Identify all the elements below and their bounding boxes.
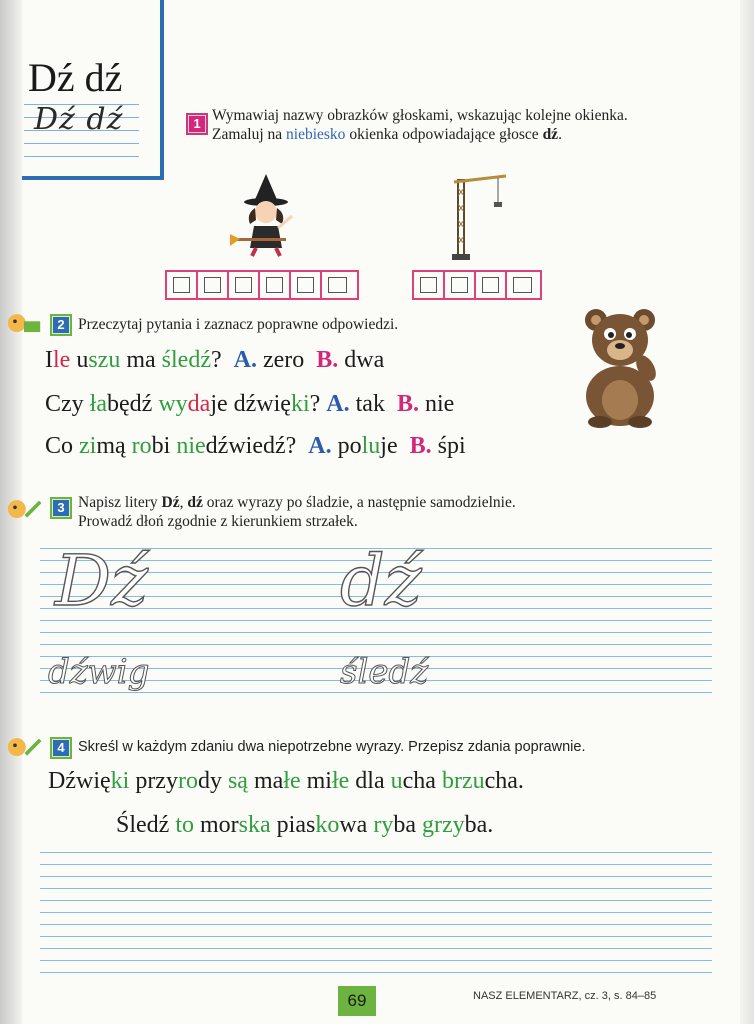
answer-b-text[interactable]: dwa: [344, 347, 385, 373]
reading-boy-icon: [6, 312, 42, 336]
page-title-script: Dź dź: [34, 102, 124, 137]
text-segment: cha: [402, 768, 442, 794]
text-segment: ma: [247, 768, 284, 794]
exercise-2-number: 2: [53, 317, 69, 333]
text-segment: b: [107, 391, 119, 417]
text-segment: dy: [197, 768, 228, 794]
letter-box[interactable]: [507, 272, 538, 298]
text-segment: ?: [210, 347, 222, 373]
answer-a-text[interactable]: [338, 433, 398, 459]
crane-icon: [440, 168, 510, 263]
witch-icon: [226, 172, 306, 260]
answer-b-label[interactable]: B.: [409, 433, 432, 459]
text-segment: dźwiedź?: [205, 433, 297, 459]
text-segment: śledź: [161, 347, 211, 373]
letter-box[interactable]: [229, 272, 260, 298]
text-segment: ła: [89, 391, 107, 417]
trace-letter-capital[interactable]: Dź: [55, 540, 149, 622]
ex4-writing-lines[interactable]: [40, 852, 712, 984]
ex3-line2: Prowadź dłoń zgodnie z kierunkiem strzałek.: [78, 513, 358, 530]
answer-a-text-part: lu: [361, 433, 381, 459]
letter-box[interactable]: [291, 272, 322, 298]
trace-letter-small[interactable]: dź: [340, 540, 422, 622]
question-3-text: [45, 433, 296, 459]
text-segment: ki: [110, 768, 130, 794]
text-segment: dla: [349, 768, 391, 794]
answer-b-text[interactable]: nie: [424, 391, 455, 417]
text-segment: mą: [96, 433, 132, 459]
exercise-4-number: 4: [53, 740, 69, 756]
trace-word-1[interactable]: dźwig: [48, 652, 150, 692]
question-2: [45, 391, 454, 418]
answer-a-label[interactable]: A.: [308, 433, 332, 459]
text-segment: pias: [270, 812, 316, 838]
text-segment: łe: [331, 768, 350, 794]
text-segment: ro: [177, 768, 198, 794]
question-2-text: [45, 391, 320, 417]
ex1-text-end: .: [558, 126, 562, 143]
letter-box[interactable]: [445, 272, 476, 298]
text-segment: ska: [238, 812, 271, 838]
sentence-2[interactable]: [116, 812, 493, 839]
ex1-text-bold: dź: [542, 126, 559, 143]
question-1-text: [45, 347, 222, 373]
text-segment: zi: [79, 433, 97, 459]
exercise-3-number: 3: [53, 500, 69, 516]
page-number: 69: [338, 986, 376, 1016]
ex3-line1-post: oraz wyrazy po śladzie, a następnie samodzielnie.: [202, 494, 516, 511]
sentence-1[interactable]: [48, 768, 524, 795]
text-segment: są: [227, 768, 248, 794]
text-segment: Śledź: [116, 812, 176, 838]
exercise-4-badge: [50, 737, 72, 759]
text-segment: grzy: [421, 812, 465, 838]
exercise-2-instruction: Przeczytaj pytania i zaznacz poprawne odpowiedzi.: [78, 316, 399, 333]
book-reference: NASZ ELEMENTARZ, cz. 3, s. 84–85: [473, 990, 657, 1002]
ex1-text-part1: Wymawiaj nazwy obrazków głoskami, wskazując kolejne okienka. Zamaluj na: [212, 107, 628, 143]
answer-a-text[interactable]: tak: [355, 391, 385, 417]
text-segment: u: [70, 347, 89, 373]
ex3-line1-b1: Dź: [161, 494, 180, 511]
answer-a-text-part: po: [337, 433, 362, 459]
text-segment: wy: [158, 391, 188, 417]
letter-box[interactable]: [322, 272, 353, 298]
answer-b-text[interactable]: śpi: [437, 433, 466, 459]
text-segment: ro: [131, 433, 152, 459]
answer-b-label[interactable]: B.: [396, 391, 419, 417]
answer-a-label[interactable]: A.: [326, 391, 350, 417]
text-segment: brzu: [441, 768, 485, 794]
text-segment: nie: [176, 433, 206, 459]
text-segment: ki: [290, 391, 310, 417]
text-segment: mor: [194, 812, 239, 838]
text-segment: ko: [315, 812, 340, 838]
text-segment: dźwię: [227, 391, 291, 417]
text-segment: bi: [151, 433, 177, 459]
exercise-1-badge: [186, 113, 208, 135]
text-segment: ba: [393, 812, 422, 838]
page-title: Dź dź: [28, 55, 123, 100]
text-segment: Dźwię: [48, 768, 111, 794]
text-segment: ędź: [119, 391, 153, 417]
ex3-line1-pre: Napisz litery: [78, 494, 162, 511]
text-segment: Czy: [45, 391, 90, 417]
letter-box[interactable]: [260, 272, 291, 298]
trace-word-2[interactable]: śledź: [340, 652, 429, 692]
exercise-3-badge: [50, 497, 72, 519]
letter-box[interactable]: [414, 272, 445, 298]
ex1-text-blue: niebiesko: [286, 126, 346, 143]
exercise-1-instruction: [212, 106, 682, 144]
ex1-text-part2: okienka odpowiadające głosce: [345, 126, 543, 143]
text-segment: wa: [339, 812, 374, 838]
text-segment: ry: [373, 812, 394, 838]
question-3: [45, 433, 466, 460]
ex3-line1-b2: dź: [187, 494, 203, 511]
letter-box[interactable]: [167, 272, 198, 298]
letter-box[interactable]: [198, 272, 229, 298]
answer-a-text[interactable]: zero: [262, 347, 305, 373]
text-segment: ba.: [464, 812, 494, 838]
text-segment: le: [53, 347, 71, 373]
text-segment: u: [390, 768, 403, 794]
text-segment: ?: [309, 391, 321, 417]
exercise-2-badge: [50, 314, 72, 336]
right-edge-shadow: [740, 0, 754, 1024]
text-segment: da: [187, 391, 211, 417]
text-segment: przy: [129, 768, 178, 794]
letter-box[interactable]: [476, 272, 507, 298]
text-segment: łe: [283, 768, 301, 794]
writing-boy-icon: [6, 736, 42, 760]
text-segment: I: [45, 347, 53, 373]
ex3-line1-sep: ,: [179, 494, 188, 511]
answer-a-label[interactable]: A.: [233, 347, 257, 373]
answer-a-text-part: je: [380, 433, 398, 459]
text-segment: to: [175, 812, 194, 838]
text-segment: mi: [300, 768, 332, 794]
bear-icon: [578, 304, 664, 430]
question-1: [45, 347, 384, 374]
writing-boy-icon: [6, 498, 42, 522]
answer-b-label[interactable]: B.: [316, 347, 339, 373]
text-segment: je: [210, 391, 228, 417]
exercise-1-number: 1: [189, 116, 205, 132]
text-segment: Co: [45, 433, 80, 459]
text-segment: szu: [88, 347, 121, 373]
exercise-3-instruction: [78, 493, 698, 531]
ex1-letter-boxes-crane: [412, 270, 542, 300]
text-segment: cha.: [484, 768, 524, 794]
ex1-letter-boxes-witch: [165, 270, 359, 300]
exercise-4-instruction: Skreśl w każdym zdaniu dwa niepotrzebne wyrazy. Przepisz zdania poprawnie.: [78, 739, 586, 755]
text-segment: ma: [120, 347, 162, 373]
